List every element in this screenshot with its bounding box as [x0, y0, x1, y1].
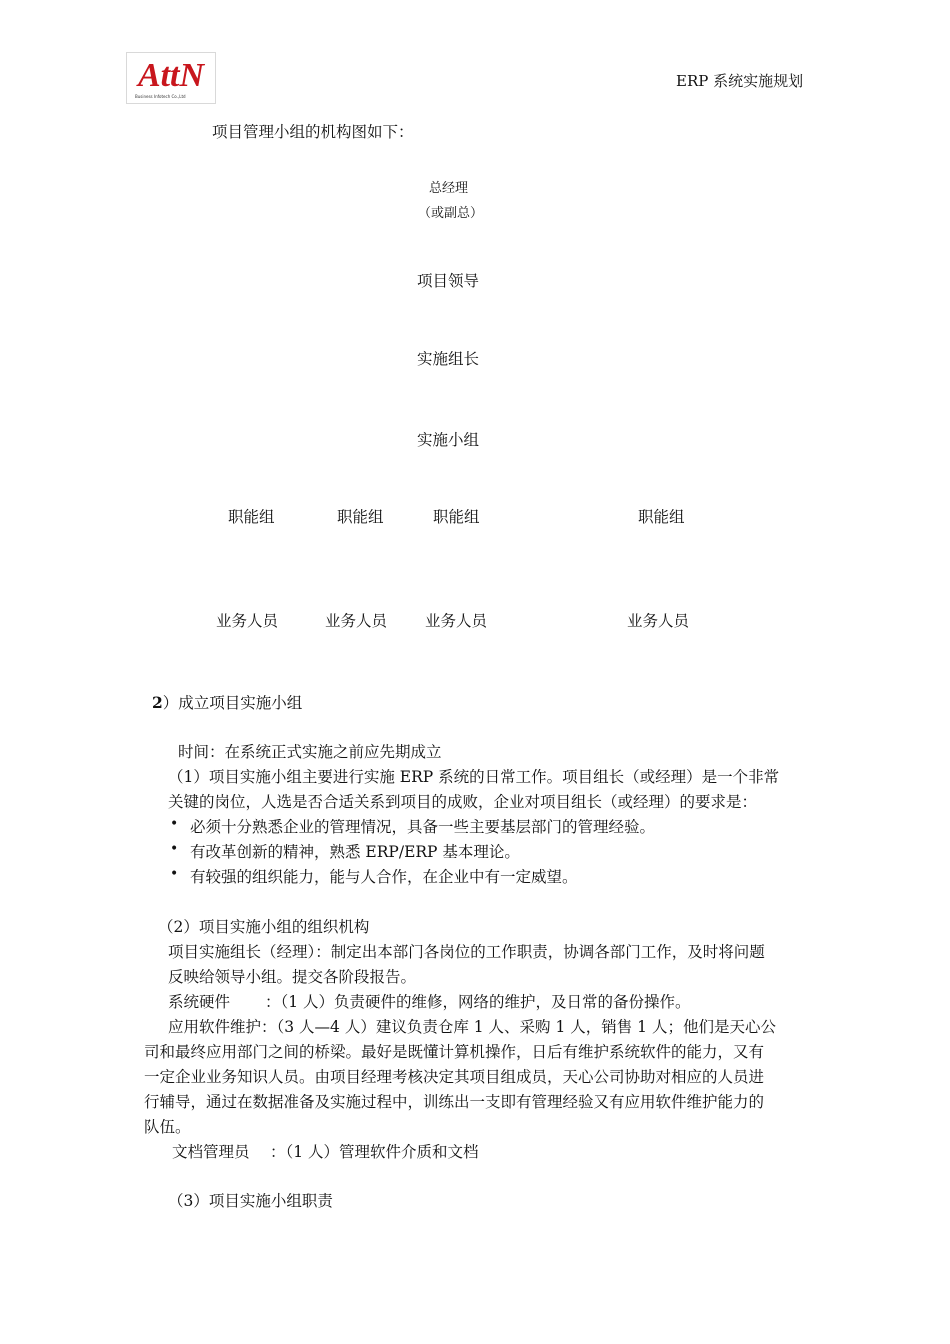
paragraph-line: 行辅导，通过在数据准备及实施过程中，训练出一支即有管理经验又有应用软件维护能力的	[144, 1093, 765, 1111]
time-text: 时间：在系统正式实施之前应先期成立	[178, 743, 442, 761]
paragraph-line: 队伍。	[144, 1118, 191, 1136]
paragraph-line: 一定企业业务知识人员。由项目经理考核决定其项目组成员，天心公司协助对相应的人员进	[144, 1068, 765, 1086]
intro-text: 项目管理小组的机构图如下：	[212, 123, 414, 141]
paragraph-line: 关键的岗位，人选是否合适关系到项目的成败，企业对项目组长（或经理）的要求是：	[168, 793, 758, 811]
header-title: ERP 系统实施规划	[676, 72, 804, 90]
subheading: （2）项目实施小组的组织机构	[158, 918, 370, 936]
paragraph-line: 反映给领导小组。提交各阶段报告。	[168, 968, 417, 986]
org-staff: 业务人员	[325, 612, 388, 630]
org-group: 职能组	[337, 508, 384, 526]
list-item: 有改革创新的精神，熟悉 ERP/ERP 基本理论。	[190, 843, 520, 861]
hw-label: 系统硬件	[168, 993, 231, 1011]
section-heading	[152, 691, 302, 713]
logo-subtitle: Business Infotech Co.,Ltd	[135, 94, 186, 99]
list-item: 有较强的组织能力，能与人合作，在企业中有一定威望。	[190, 868, 578, 886]
org-group: 职能组	[638, 508, 685, 526]
org-staff: 业务人员	[425, 612, 488, 630]
paragraph-line: 应用软件维护：（3 人—4 人）建议负责仓库 1 人、采购 1 人，销售 1 人；他们是天心公	[168, 1018, 776, 1036]
subheading: （3）项目实施小组职责	[168, 1192, 333, 1210]
bullet-icon: •	[170, 816, 179, 832]
doc-label: 文档管理员	[172, 1143, 250, 1161]
section-title: ）成立项目实施小组	[162, 694, 303, 712]
paragraph-line: 司和最终应用部门之间的桥梁。最好是既懂计算机操作，日后有维护系统软件的能力，又有	[144, 1043, 765, 1061]
section-number: 2	[152, 693, 163, 712]
bullet-icon: •	[170, 866, 179, 882]
org-staff: 业务人员	[627, 612, 690, 630]
org-level1: 项目领导	[417, 272, 480, 290]
bullet-icon: •	[170, 841, 179, 857]
hw-text: ：（1 人）负责硬件的维修，网络的维护，及日常的备份操作。	[265, 993, 691, 1011]
org-group: 职能组	[433, 508, 480, 526]
list-item: 必须十分熟悉企业的管理情况，具备一些主要基层部门的管理经验。	[190, 818, 656, 836]
logo-text: AttN	[137, 57, 205, 94]
org-staff: 业务人员	[216, 612, 279, 630]
org-level3: 实施小组	[417, 431, 480, 449]
org-top-note: （或副总）	[418, 206, 484, 221]
paragraph-line: （1）项目实施小组主要进行实施 ERP 系统的日常工作。项目组长（或经理）是一个非常	[168, 768, 780, 786]
paragraph-line: 项目实施组长（经理）：制定出本部门各岗位的工作职责，协调各部门工作，及时将问题	[168, 943, 765, 961]
org-top: 总经理	[429, 181, 469, 196]
logo-icon	[127, 53, 215, 103]
doc-text: ：（1 人）管理软件介质和文档	[270, 1143, 479, 1161]
company-logo	[126, 52, 216, 104]
org-level2: 实施组长	[417, 350, 480, 368]
org-group: 职能组	[228, 508, 275, 526]
